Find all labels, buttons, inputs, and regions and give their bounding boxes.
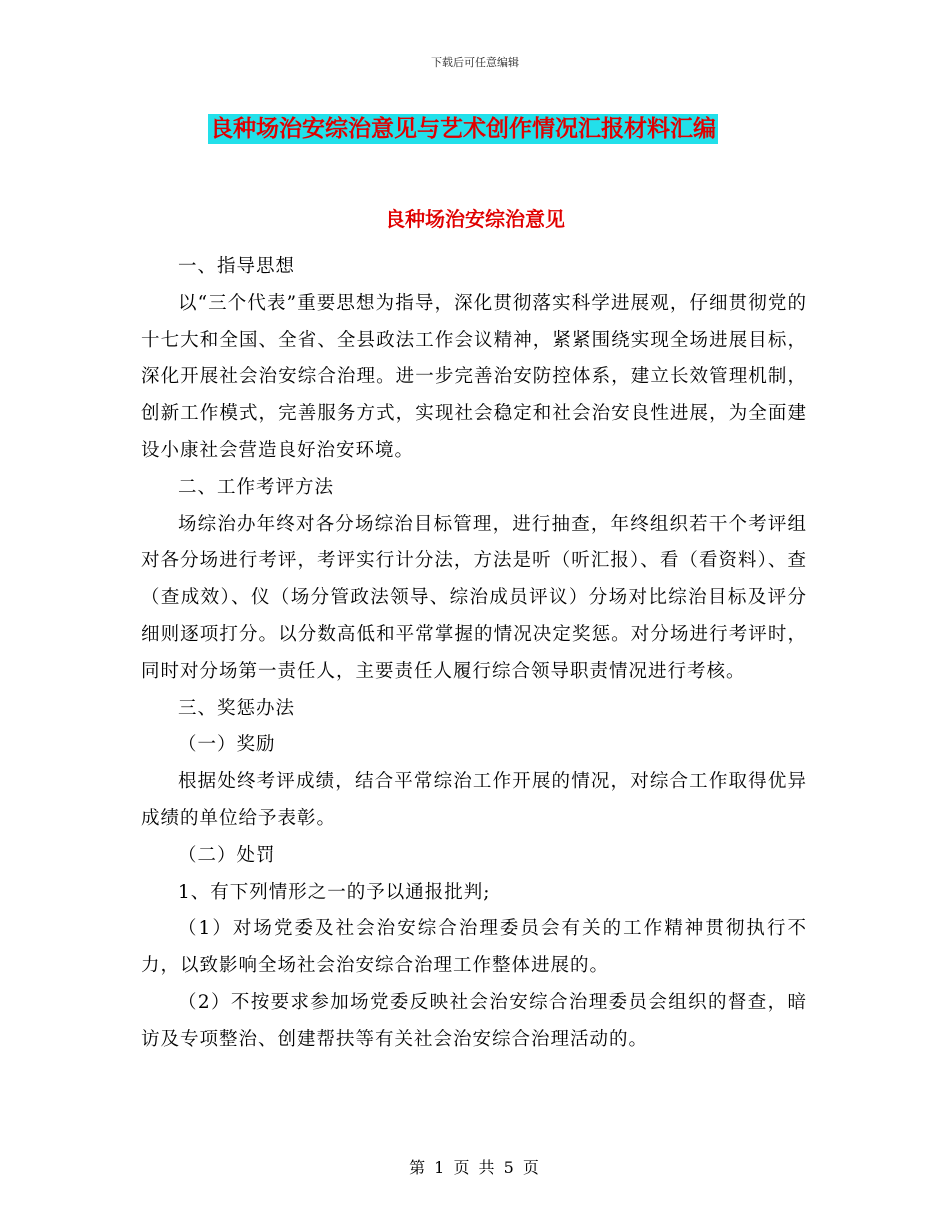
page-number: 第 1 页 共 5 页	[409, 1158, 541, 1177]
document-title: 良种场治安综治意见与艺术创作情况汇报材料汇编	[210, 116, 716, 142]
subheading-penalties: （二）处罚	[178, 844, 276, 866]
paragraph-penalty-item-1: （1）对场党委及社会治安综合治理委员会有关的工作精神贯彻执行不力，以致影响全场社会治安综合治理工作整体进展的。	[141, 918, 807, 977]
paragraph-guiding-thought: 以“三个代表”重要思想为指导，深化贯彻落实科学进展观，仔细贯彻党的十七大和全国、全省、全县政法工作会议精神，紧紧围绕实现全场进展目标，深化开展社会治安综合治理。进一步完善治安防控体系，建立长效管理机制，创新工作模式，完善服务方式，实现社会稳定和社会治安良性进展，为全面建设小康社会营造良好治安环境。	[141, 292, 807, 461]
paragraph-rewards: 根据处终考评成绩，结合平常综治工作开展的情况，对综合工作取得优异成绩的单位给予表彰。	[141, 771, 807, 829]
paragraph-penalty-item-2: （2）不按要求参加场党委反映社会治安综合治理委员会组织的督查，暗访及专项整治、创建帮扶等有关社会治安综合治理活动的。	[141, 991, 807, 1050]
heading-evaluation-method: 二、工作考评方法	[178, 476, 335, 498]
paragraph-penalty-criteria: 1、有下列情形之一的予以通报批判;	[178, 881, 491, 903]
heading-guiding-thought: 一、指导思想	[178, 256, 296, 277]
paragraph-evaluation-method: 场综治办年终对各分场综治目标管理，进行抽查，年终组织若干个考评组对各分场进行考评，考评实行计分法，方法是听（听汇报）、看（看资料）、查（查成效）、仪（场分管政法领导、综治成员评议）分场对比综治目标及评分细则逐项打分。以分数高低和平常掌握的情况决定奖惩。对分场进行考评时，同时对分场第一责任人，主要责任人履行综合领导职责情况进行考核。	[141, 513, 807, 682]
section-title: 良种场治安综治意见	[385, 207, 565, 231]
header-note: 下载后可任意编辑	[431, 56, 519, 69]
heading-rewards-penalties: 三、奖惩办法	[178, 697, 296, 719]
subheading-rewards: （一）奖励	[178, 734, 276, 756]
document-body	[141, 249, 807, 1059]
